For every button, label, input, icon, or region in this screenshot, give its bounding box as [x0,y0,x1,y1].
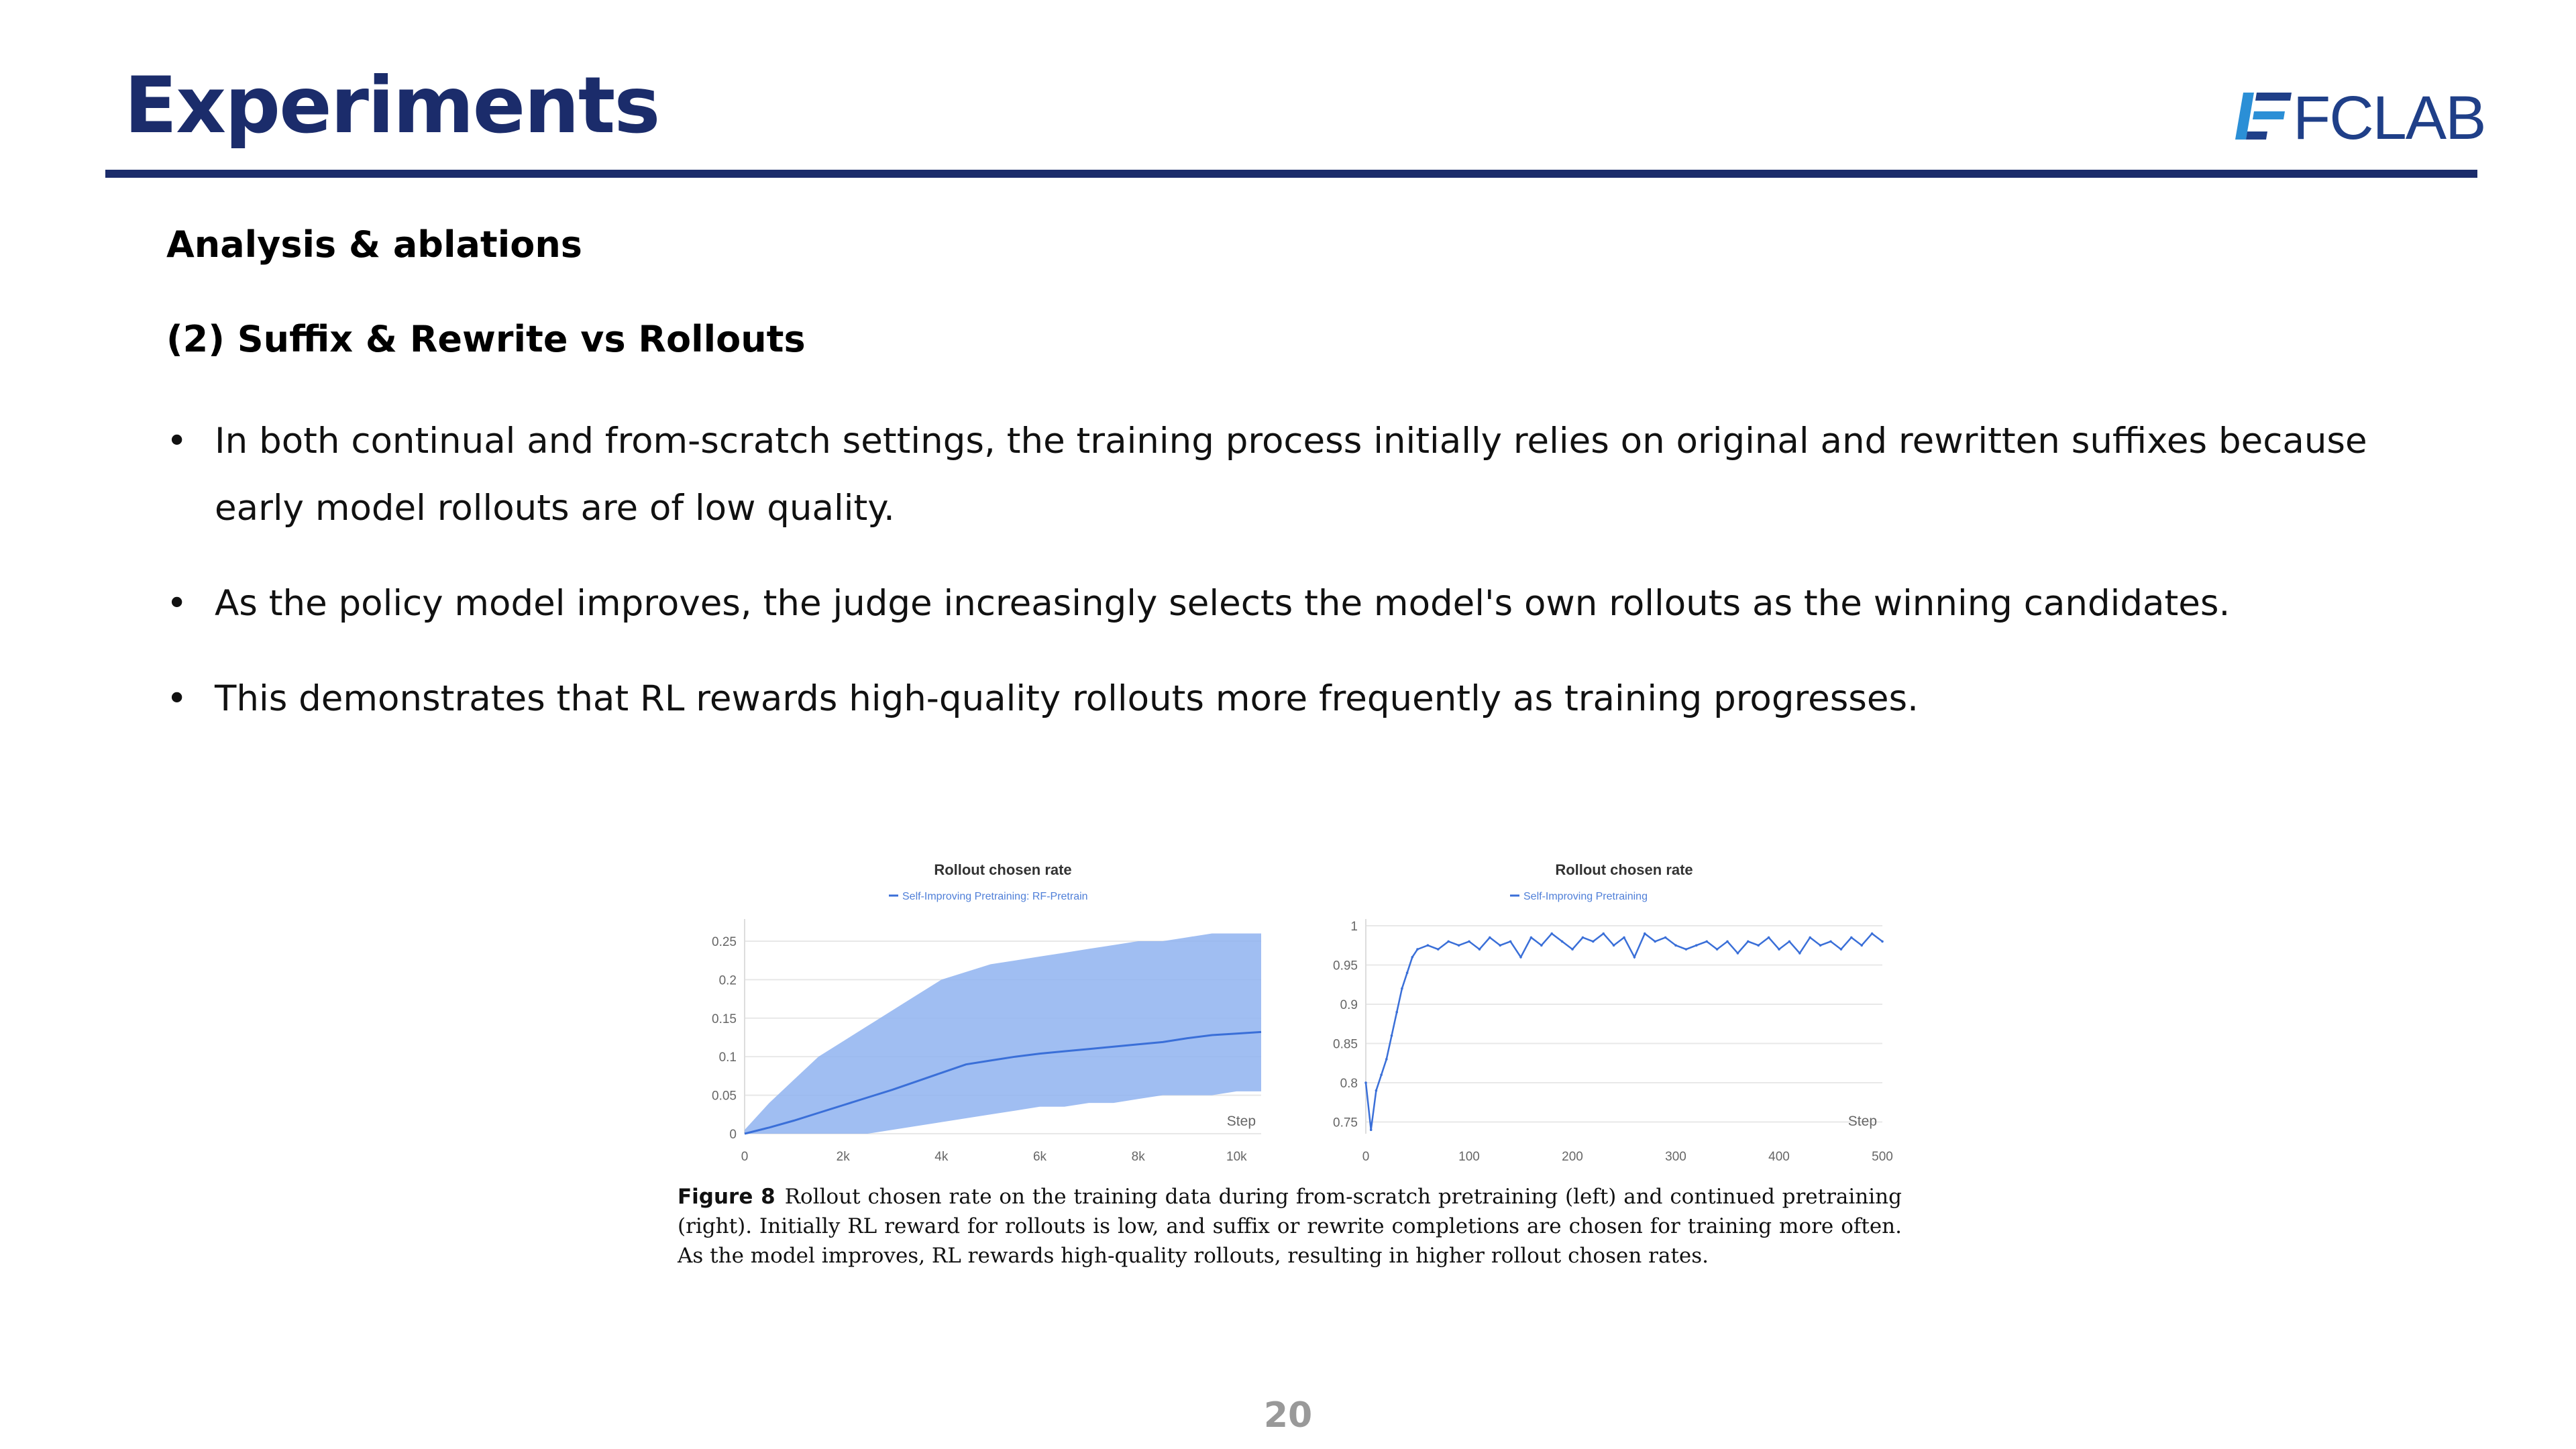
fclab-logo-text: FCLAB [2293,84,2485,148]
data-point [1380,1074,1383,1077]
x-tick-label: 4k [934,1150,949,1164]
data-point [1540,944,1543,947]
data-point [1468,941,1470,943]
bullet-item [166,408,2407,542]
data-point [1395,1011,1398,1014]
bullet-list [166,408,2407,761]
data-point [1674,944,1677,947]
series-noise-band [745,934,1261,1134]
chart-title: Rollout chosen rate [1555,861,1693,878]
y-tick-label: 0.9 [1340,998,1358,1012]
data-point [1654,941,1656,943]
subheading: (2) Suffix & Rewrite vs Rollouts [166,318,806,360]
bullet-marker: • [166,583,188,624]
x-tick-label: 100 [1458,1150,1480,1164]
data-point [1364,1081,1367,1084]
bullet-text: This demonstrates that RL rewards high-quality rollouts more frequently as training progresses. [215,678,1919,719]
data-point [1695,944,1698,947]
bullet-marker: • [166,421,188,462]
bullet-marker: • [166,678,188,719]
y-tick-label: 0.8 [1340,1076,1358,1091]
bullet-text: As the policy model improves, the judge increasingly selects the model's own rollouts as the winning candidates. [215,583,2231,624]
data-point [1778,948,1780,951]
data-point [1416,948,1419,951]
x-tick-label: 300 [1665,1150,1686,1164]
data-point [1411,956,1414,959]
figure-caption-label: Figure 8 [678,1185,775,1209]
data-point [1499,944,1501,947]
y-tick-label: 0.95 [1333,959,1358,973]
data-point [1509,941,1512,943]
data-point [1644,932,1646,935]
x-tick-label: 400 [1768,1150,1790,1164]
data-point [1479,948,1481,951]
data-point [1726,941,1729,943]
fclab-logo [2227,80,2496,148]
y-tick-label: 0.25 [712,934,737,949]
y-tick-label: 0.05 [712,1089,737,1104]
data-point [1819,944,1822,947]
data-point [1385,1058,1388,1061]
y-tick-label: 0.75 [1333,1116,1358,1130]
data-point [1829,941,1832,943]
y-tick-label: 0.85 [1333,1037,1358,1052]
data-point [1406,971,1409,974]
x-tick-label: 0 [1362,1150,1370,1164]
data-point [1768,936,1770,939]
data-point [1685,948,1688,951]
data-point [1799,952,1801,955]
x-tick-label: 10k [1226,1150,1247,1164]
bullet-item [166,570,2407,637]
title-rule [105,170,2477,178]
data-point [1716,948,1719,951]
data-point [1613,944,1615,947]
data-point [1788,941,1791,943]
data-point [1809,936,1811,939]
data-point [1747,941,1750,943]
data-point [1530,936,1533,939]
figure-8 [671,859,1905,1167]
x-tick-label: 500 [1872,1150,1893,1164]
data-point [1664,936,1667,939]
figure-caption [678,1182,1902,1271]
fclab-logo-mark [2235,93,2292,140]
data-point [1871,932,1874,935]
data-point [1705,941,1708,943]
data-point [1757,944,1760,947]
data-point [1592,941,1595,943]
data-point [1737,952,1739,955]
x-tick-label: 200 [1562,1150,1583,1164]
figure-caption-text: Rollout chosen rate on the training data during from-scratch pretraining (left) and continued pretraining (right). Initially RL reward for rollouts is low, and suffix or rewrite completions are chosen for training more often. As the model improves, RL rewards high-quality rollouts, resulting in higher rollout chosen rates. [678,1185,1902,1268]
data-point [1437,948,1440,951]
y-tick-label: 0.2 [718,973,737,988]
bullet-text: In both continual and from-scratch settings, the training process initially relies on original and rewritten suffixes because early model rollouts are of low quality. [215,421,2367,529]
x-tick-label: 6k [1032,1150,1047,1164]
data-point [1489,936,1491,939]
y-tick-label: 0 [729,1128,737,1142]
y-tick-label: 1 [1350,920,1358,934]
legend-label: Self-Improving Pretraining: RF-Pretrain [902,891,1088,902]
data-point [1458,944,1460,947]
data-point [1370,1128,1373,1131]
data-point [1519,956,1522,959]
data-point [1633,956,1636,959]
data-point [1401,987,1403,990]
data-point [1850,936,1853,939]
data-point [1561,941,1564,943]
x-tick-label: 8k [1131,1150,1145,1164]
figure-charts [671,859,1905,1167]
legend-label: Self-Improving Pretraining [1523,891,1648,902]
y-tick-label: 0.15 [712,1012,737,1026]
data-point [1860,944,1863,947]
data-point [1550,932,1553,935]
data-point [1881,941,1884,943]
x-axis-label: Step [1847,1114,1877,1129]
data-point [1582,936,1585,939]
series-line [1366,934,1882,1130]
data-point [1427,944,1430,947]
data-point [1840,948,1843,951]
bullet-item [166,665,2407,733]
x-axis-label: Step [1226,1114,1256,1129]
x-tick-label: 0 [741,1150,749,1164]
chart-panel-2 [1333,861,1893,1164]
chart-panel-1 [712,861,1261,1164]
x-tick-label: 2k [836,1150,850,1164]
data-point [1571,948,1574,951]
data-point [1391,1034,1393,1037]
section-heading: Analysis & ablations [166,223,582,266]
page-number: 20 [1263,1395,1313,1436]
data-point [1602,932,1605,935]
data-point [1447,941,1450,943]
slide-title: Experiments [124,60,659,151]
y-tick-label: 0.1 [718,1051,737,1065]
chart-title: Rollout chosen rate [934,861,1072,878]
data-point [1375,1089,1378,1092]
data-point [1623,936,1625,939]
